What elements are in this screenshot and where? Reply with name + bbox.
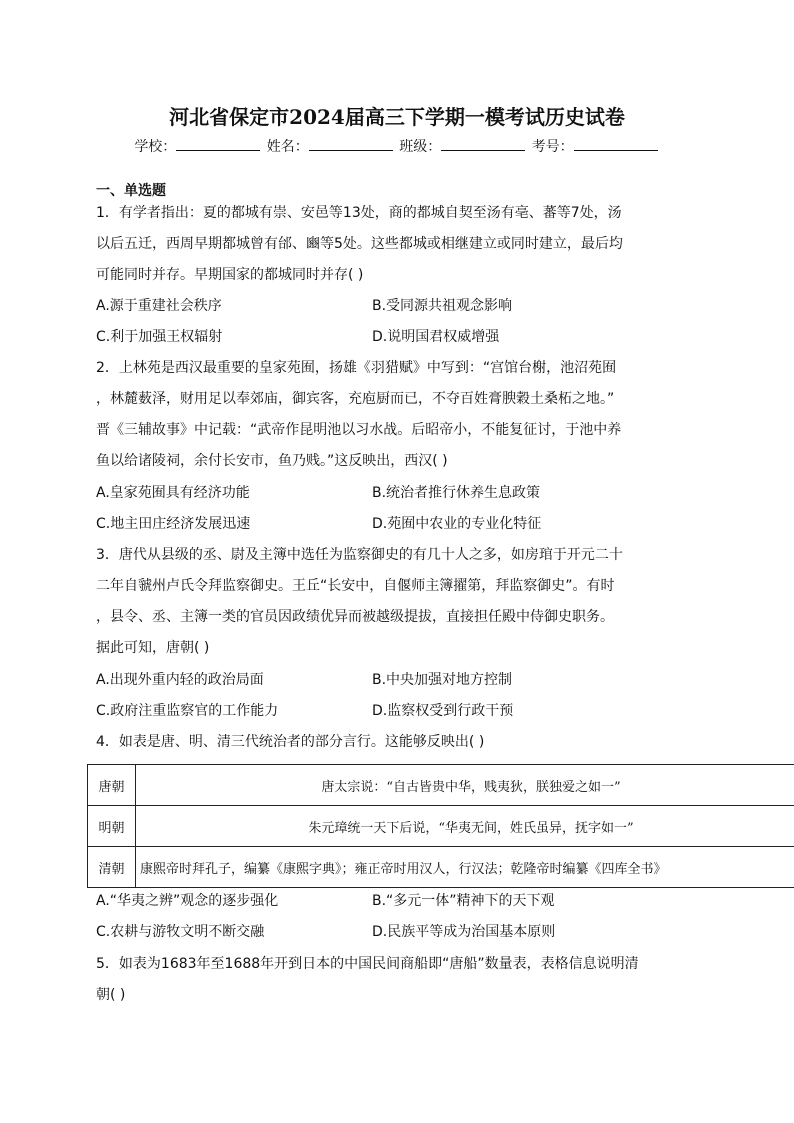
question-line: 据此可知，唐朝( ) xyxy=(96,640,210,656)
option-a[interactable]: A.源于重建社会秩序 xyxy=(96,298,222,314)
question-line: 可能同时并存。早期国家的都城同时并存( ) xyxy=(96,267,364,283)
table-cell-statement: 唐太宗说：“自古皆贵中华，贱夷狄，朕独爱之如一” xyxy=(136,765,794,806)
table-row xyxy=(88,806,794,847)
option-a[interactable]: A.“华夷之辨”观念的逐步强化 xyxy=(96,893,279,909)
question-line: 晋《三辅故事》中记载：“武帝作昆明池以习水战。后昭帝小，不能复征讨，于池中养 xyxy=(96,422,622,438)
question-line: 3．唐代从县级的丞、尉及主簿中选任为监察御史的有几十人之多，如房琯于开元二十 xyxy=(96,547,623,563)
option-b[interactable]: B.“多元一体”精神下的天下观 xyxy=(372,893,555,909)
question-line: ，县令、丞、主簿一类的官员因政绩优异而被越级提拔，直接担任殿中侍御史职务。 xyxy=(96,609,614,625)
student-info-line xyxy=(0,136,794,157)
name-blank[interactable] xyxy=(309,136,393,151)
option-b[interactable]: B.统治者推行休养生息政策 xyxy=(372,485,541,501)
option-d[interactable]: D.苑囿中农业的专业化特征 xyxy=(372,516,542,532)
table-cell-statement: 康熙帝时拜孔子，编纂《康熙字典》；雍正帝时用汉人，行汉法；乾隆帝时编纂《四库全书》 xyxy=(136,847,794,888)
question-line: 1．有学者指出：夏的都城有崇、安邑等13处，商的都城自契至汤有亳、蕃等7处，汤 xyxy=(96,205,622,221)
question-line: 朝( ) xyxy=(96,987,126,1003)
class-blank[interactable] xyxy=(441,136,525,151)
option-d[interactable]: D.监察权受到行政干预 xyxy=(372,703,514,719)
question-3-options xyxy=(96,665,716,727)
option-a[interactable]: A.皇家苑囿具有经济功能 xyxy=(96,485,250,501)
question-4-table xyxy=(87,764,794,888)
option-a[interactable]: A.出现外重内轻的政治局面 xyxy=(96,672,264,688)
school-label: 学校： xyxy=(134,139,177,155)
exam-title: 河北省保定市2024届高三下学期一模考试历史试卷 xyxy=(169,105,625,129)
question-1-stem xyxy=(96,198,704,291)
option-c[interactable]: C.农耕与游牧文明不断交融 xyxy=(96,924,265,940)
option-c[interactable]: C.地主田庄经济发展迅速 xyxy=(96,516,251,532)
table-row xyxy=(88,765,794,806)
question-2-options xyxy=(96,478,716,540)
question-1-options xyxy=(96,291,716,353)
question-line: 4．如表是唐、明、清三代统治者的部分言行。这能够反映出( ) xyxy=(96,734,485,750)
question-4-options xyxy=(96,886,716,948)
table-cell-dynasty: 唐朝 xyxy=(88,765,136,806)
option-b[interactable]: B.受同源共祖观念影响 xyxy=(372,298,513,314)
table-cell-statement: 朱元璋统一天下后说，“华夷无间，姓氏虽异，抚字如一” xyxy=(136,806,794,847)
question-line: ，林麓薮泽，财用足以奉郊庙，御宾客，充庖厨而已，不夺百姓膏腴穀土桑柘之地。” xyxy=(96,391,615,407)
table-cell-dynasty: 清朝 xyxy=(88,847,136,888)
question-3-stem xyxy=(96,540,704,664)
option-d[interactable]: D.说明国君权威增强 xyxy=(372,329,500,345)
question-4-stem xyxy=(96,727,704,758)
question-2-stem xyxy=(96,353,704,477)
table-cell-dynasty: 明朝 xyxy=(88,806,136,847)
class-label: 班级： xyxy=(399,139,442,155)
option-d[interactable]: D.民族平等成为治国基本原则 xyxy=(372,924,556,940)
question-line: 2．上林苑是西汉最重要的皇家苑囿，扬雄《羽猎赋》中写到：“宫馆台榭，池沼苑囿 xyxy=(96,360,617,376)
exam-number-label: 考号： xyxy=(531,139,574,155)
option-c[interactable]: C.政府注重监察官的工作能力 xyxy=(96,703,279,719)
exam-number-blank[interactable] xyxy=(574,136,658,151)
school-blank[interactable] xyxy=(176,136,260,151)
question-line: 以后五迁，西周早期都城曾有邰、豳等5处。这些都城或相继建立或同时建立，最后均 xyxy=(96,236,623,252)
table-row xyxy=(88,847,794,888)
question-line: 二年自虢州卢氏令拜监察御史。王丘“长安中，自偃师主簿擢第，拜监察御史”。有时 xyxy=(96,578,615,594)
question-5-stem xyxy=(96,949,704,1011)
option-b[interactable]: B.中央加强对地方控制 xyxy=(372,672,513,688)
question-line: 5．如表为1683年至1688年开到日本的中国民间商船即“唐船”数量表，表格信息说明清 xyxy=(96,956,639,972)
section-heading: 一、单选题 xyxy=(96,183,166,199)
name-label: 姓名： xyxy=(266,139,309,155)
option-c[interactable]: C.利于加强王权辐射 xyxy=(96,329,223,345)
question-line: 鱼以给诸陵祠，余付长安市，鱼乃贱。”这反映出，西汉( ) xyxy=(96,453,448,469)
